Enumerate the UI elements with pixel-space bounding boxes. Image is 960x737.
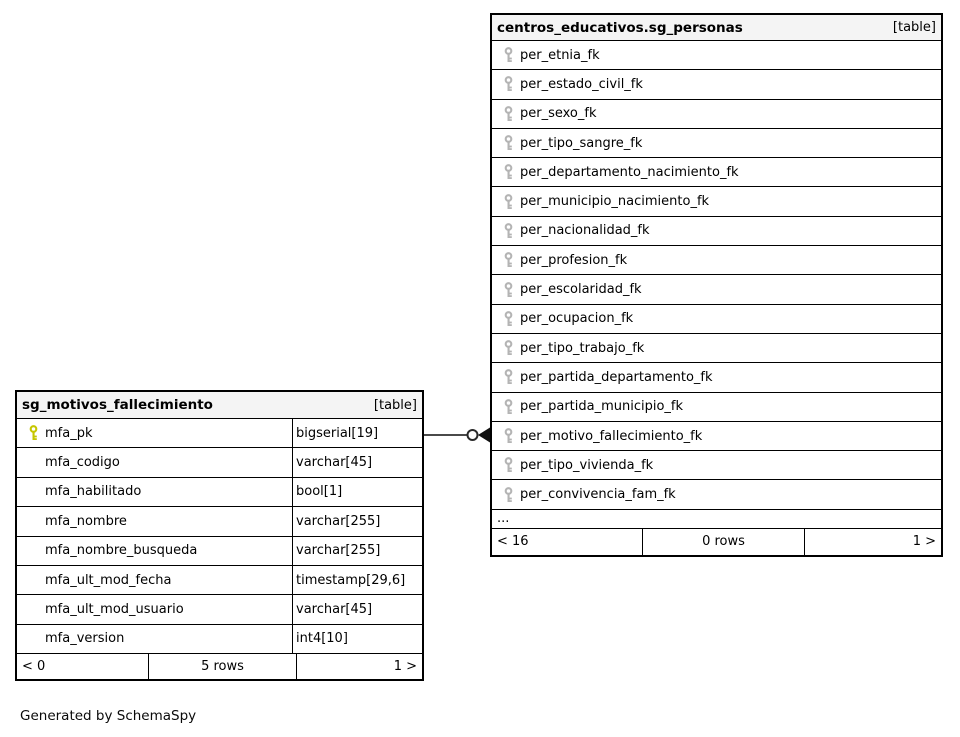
cardinality-circle [468,430,478,440]
column-name: per_sexo_fk [520,106,597,122]
footer-column-count: < 0 [17,654,149,679]
column-type: varchar[255] [292,507,422,535]
foreign-key-icon [500,106,517,122]
foreign-key-icon [500,47,517,63]
foreign-key-icon [500,340,517,356]
column-name: mfa_ult_mod_usuario [45,602,184,618]
foreign-key-icon [500,487,517,503]
footer-relation-count: 1 > [393,659,417,675]
table-footer [17,654,422,679]
column-name: mfa_pk [45,425,93,441]
footer-column-count: < 16 [492,529,643,555]
table-row [492,451,941,480]
primary-key-icon [25,425,42,441]
crowsfoot-arrow [478,428,490,443]
foreign-key-icon [500,282,517,298]
table-row [17,595,422,624]
table-row [492,158,941,187]
table-header[interactable] [492,15,941,41]
table-row [492,100,941,129]
footer-relation-count: 1 > [912,534,936,550]
column-name: per_municipio_nacimiento_fk [520,194,710,210]
column-type: bool[1] [292,478,422,506]
table-tag: [table] [892,20,936,35]
foreign-key-icon [500,135,517,151]
column-name: mfa_habilitado [45,484,142,500]
column-name: per_convivencia_fam_fk [520,487,676,503]
table-row [492,275,941,304]
foreign-key-icon [500,76,517,92]
table-row [492,41,941,70]
column-type: varchar[255] [292,537,422,565]
foreign-key-icon [500,369,517,385]
table-title[interactable]: centros_educativos.sg_personas [497,19,743,36]
table-row [17,566,422,595]
column-name: per_tipo_sangre_fk [520,135,643,151]
foreign-key-icon [500,399,517,415]
column-type: int4[10] [292,625,422,653]
table-row [492,70,941,99]
column-name: mfa_nombre_busqueda [45,543,198,559]
relationship-connector [424,420,490,450]
column-type: bigserial[19] [292,419,422,447]
table-row [17,448,422,477]
table-row [492,480,941,509]
column-name: per_estado_civil_fk [520,76,643,92]
foreign-key-icon [500,457,517,473]
table-row [492,393,941,422]
column-name: per_tipo_trabajo_fk [520,340,645,356]
column-name: mfa_nombre [45,513,127,529]
column-name: mfa_ult_mod_fecha [45,572,172,588]
column-name: per_profesion_fk [520,252,628,268]
column-name: mfa_codigo [45,455,120,471]
column-type: varchar[45] [292,595,422,623]
foreign-key-icon [500,194,517,210]
foreign-key-icon [500,164,517,180]
column-type: varchar[45] [292,448,422,476]
footer-row-count: 0 rows [643,529,805,555]
table-tag: [table] [373,397,417,413]
column-name: per_tipo_vivienda_fk [520,457,654,473]
table-row [17,537,422,566]
table-header[interactable] [17,392,422,419]
table-node-sg-motivos-fallecimiento [15,390,424,681]
table-footer [492,529,941,555]
foreign-key-icon [500,252,517,268]
column-name: per_escolaridad_fk [520,282,642,298]
table-row [492,363,941,392]
generated-by-note: Generated by SchemaSpy [20,708,197,724]
table-row [492,305,941,334]
foreign-key-icon [500,311,517,327]
column-name: per_ocupacion_fk [520,311,634,327]
table-node-sg-personas [490,13,943,557]
column-name: per_motivo_fallecimiento_fk [520,428,703,444]
hidden-columns-ellipsis: ... [492,510,941,529]
column-name: mfa_version [45,631,125,647]
table-row [492,334,941,363]
table-row [492,217,941,246]
foreign-key-icon [500,223,517,239]
table-row [492,246,941,275]
column-name: per_departamento_nacimiento_fk [520,164,739,180]
table-row [17,419,422,448]
column-name: per_partida_municipio_fk [520,399,684,415]
column-name: per_etnia_fk [520,47,600,63]
column-name: per_partida_departamento_fk [520,369,713,385]
column-name: per_nacionalidad_fk [520,223,650,239]
table-row [492,187,941,216]
column-type: timestamp[29,6] [292,566,422,594]
footer-row-count: 5 rows [149,654,297,679]
table-row [17,507,422,536]
table-row [492,129,941,158]
foreign-key-icon [500,428,517,444]
table-row [17,625,422,654]
table-row [492,422,941,451]
table-title[interactable]: sg_motivos_fallecimiento [22,397,213,413]
table-row [17,478,422,507]
